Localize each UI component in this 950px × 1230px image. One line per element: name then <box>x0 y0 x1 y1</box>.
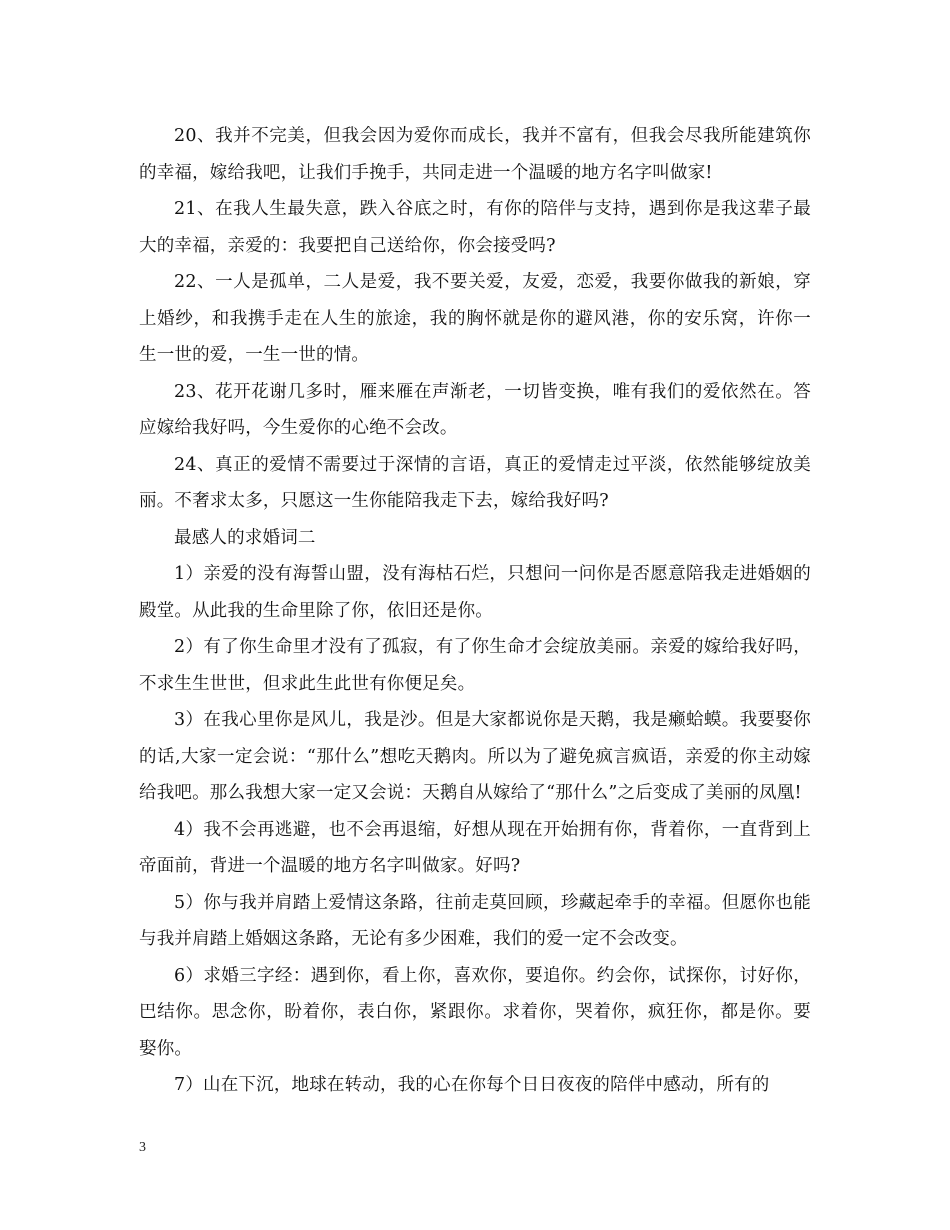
list-item-7: 7）山在下沉，地球在转动，我的心在你每个日日夜夜的陪伴中感动，所有的 <box>174 1075 770 1095</box>
list-item-4: 4）我不会再逃避，也不会再退缩，好想从现在开始拥有你，背着你，一直背到上帝面前，背进一个温暖的地方名字叫做家。好吗? <box>139 819 811 876</box>
document-body <box>139 118 811 1104</box>
paragraph-21: 21、在我人生最失意，跌入谷底之时，有你的陪伴与支持，遇到你是我这辈子最大的幸福，亲爱的：我要把自己送给你，你会接受吗? <box>139 199 811 256</box>
paragraph-24: 24、真正的爱情不需要过于深情的言语，真正的爱情走过平淡，依然能够绽放美丽。不奢求太多，只愿这一生你能陪我走下去，嫁给我好吗? <box>139 454 811 511</box>
list-item-5: 5）你与我并肩踏上爱情这条路，往前走莫回顾，珍藏起牵手的幸福。但愿你也能与我并肩踏上婚姻这条路，无论有多少困难，我们的爱一定不会改变。 <box>139 892 811 949</box>
list-item-1: 1）亲爱的没有海誓山盟，没有海枯石烂，只想问一问你是否愿意陪我走进婚姻的殿堂。从此我的生命里除了你，依旧还是你。 <box>139 564 811 621</box>
list-item-6: 6）求婚三字经：遇到你，看上你，喜欢你，要追你。约会你，试探你，讨好你，巴结你。思念你，盼着你，表白你，紧跟你。求着你，哭着你，疯狂你，都是你。要娶你。 <box>139 965 811 1059</box>
paragraph-23: 23、花开花谢几多时，雁来雁在声渐老，一切皆变换，唯有我们的爱依然在。答应嫁给我好吗，今生爱你的心绝不会改。 <box>139 381 811 438</box>
paragraph-20: 20、我并不完美，但我会因为爱你而成长，我并不富有，但我会尽我所能建筑你的幸福，嫁给我吧，让我们手挽手，共同走进一个温暖的地方名字叫做家! <box>139 126 811 183</box>
section-heading: 最感人的求婚词二 <box>174 527 316 548</box>
paragraph-22: 22、一人是孤单，二人是爱，我不要关爱，友爱，恋爱，我要你做我的新娘，穿上婚纱，和我携手走在人生的旅途，我的胸怀就是你的避风港，你的安乐窝，许你一生一世的爱，一生一世的情。 <box>139 272 811 365</box>
list-item-3: 3）在我心里你是风儿，我是沙。但是大家都说你是天鹅，我是癞蛤蟆。我要娶你的话,大家一定会说：“那什么”想吃天鹅肉。所以为了避免疯言疯语，亲爱的你主动嫁给我吧。那么我想大家一定又会说：天鹅自从嫁给了“那什么”之后变成了美丽的凤凰! <box>139 710 811 803</box>
list-item-2: 2）有了你生命里才没有了孤寂，有了你生命才会绽放美丽。亲爱的嫁给我好吗，不求生生世世，但求此生此世有你便足矣。 <box>139 637 811 694</box>
page-number: 3 <box>139 1140 146 1155</box>
